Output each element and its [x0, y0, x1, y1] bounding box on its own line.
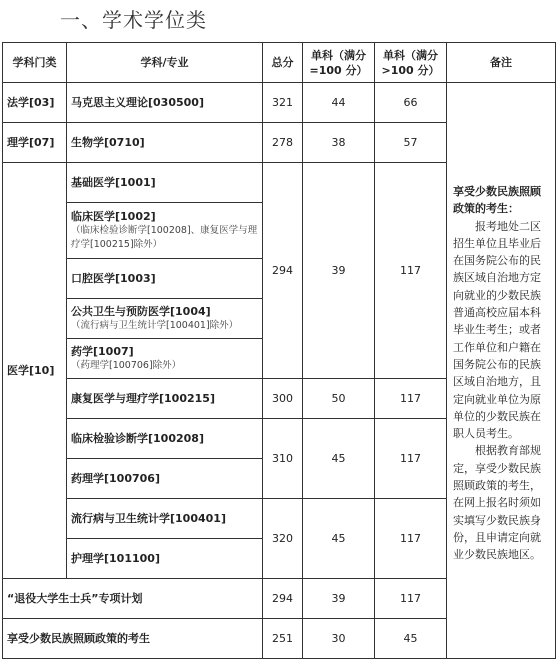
- total-score: 251: [263, 619, 303, 659]
- subject-clinical-lab: 临床检验诊断学[100208]: [67, 419, 263, 459]
- header-category: 学科门类: [3, 43, 67, 83]
- single-100-score: 44: [303, 83, 375, 123]
- subject-marxism: 马克思主义理论[030500]: [67, 83, 263, 123]
- single-100plus-score: 117: [375, 499, 447, 579]
- subject-exclusion-note: （药理学[100706]除外）: [71, 360, 182, 371]
- section-heading: 一、学术学位类: [60, 8, 207, 32]
- header-single-100plus: [375, 43, 447, 83]
- remark-paragraph-1: 报考地处二区招生单位且毕业后在国务院公布的民族区域自治地方定向就业的少数民族普通高校应届本科毕业生考生；或者工作单位和户籍在国务院公布的民族区域自治地方，且定向就业单位为原单位的少数民族在职人员考生。: [453, 219, 541, 441]
- total-score: 321: [263, 83, 303, 123]
- subject-label: 药学[1007]: [71, 345, 134, 358]
- category-law: 法学[03]: [3, 83, 67, 123]
- table-row: [3, 83, 556, 123]
- single-100-score: 45: [303, 419, 375, 499]
- single-100-score: 38: [303, 123, 375, 163]
- single-100plus-score: 117: [375, 379, 447, 419]
- single-100-score: 50: [303, 379, 375, 419]
- header-single-100plus-line1: 单科（满分: [383, 48, 438, 62]
- single-100-score: 39: [303, 163, 375, 379]
- minority-candidates: 享受少数民族照顾政策的考生: [3, 619, 263, 659]
- total-score: 300: [263, 379, 303, 419]
- header-single-100plus-line2: >100 分）: [381, 63, 440, 77]
- score-table: [2, 42, 556, 659]
- single-100plus-score: 117: [375, 579, 447, 619]
- header-remark: 备注: [447, 43, 556, 83]
- category-science: 理学[07]: [3, 123, 67, 163]
- single-100plus-score: 66: [375, 83, 447, 123]
- subject-label: 公共卫生与预防医学[1004]: [71, 305, 211, 318]
- subject-biology: 生物学[0710]: [67, 123, 263, 163]
- subject-stomatology: 口腔医学[1003]: [67, 259, 263, 299]
- single-100plus-score: 57: [375, 123, 447, 163]
- subject-pharmacology: 药理学[100706]: [67, 459, 263, 499]
- category-medicine: 医学[10]: [3, 163, 67, 579]
- subject-nursing: 护理学[101100]: [67, 539, 263, 579]
- subject-clinical-medicine: [67, 203, 263, 259]
- total-score: 294: [263, 163, 303, 379]
- remark-paragraph-2: 根据教育部规定，享受少数民族照顾政策的考生，在网上报名时须如实填写少数民族身份，且申请定向就业少数民族地区。: [453, 444, 541, 562]
- subject-label: 临床医学[1002]: [71, 210, 156, 223]
- veteran-plan: “退役大学生士兵”专项计划: [3, 579, 263, 619]
- subject-basic-medicine: 基础医学[1001]: [67, 163, 263, 203]
- subject-exclusion-note: （流行病与卫生统计学[100401]除外）: [71, 320, 239, 331]
- single-100-score: 30: [303, 619, 375, 659]
- header-subject: 学科/专业: [67, 43, 263, 83]
- total-score: 320: [263, 499, 303, 579]
- single-100plus-score: 117: [375, 419, 447, 499]
- subject-rehabilitation: 康复医学与理疗学[100215]: [67, 379, 263, 419]
- subject-public-health: [67, 299, 263, 339]
- header-single-100: [303, 43, 375, 83]
- single-100-score: 45: [303, 499, 375, 579]
- single-100plus-score: 45: [375, 619, 447, 659]
- single-100plus-score: 117: [375, 163, 447, 379]
- subject-pharmacy: [67, 339, 263, 379]
- total-score: 278: [263, 123, 303, 163]
- header-single-100-line1: 单科（满分: [311, 48, 366, 62]
- total-score: 294: [263, 579, 303, 619]
- subject-exclusion-note: （临床检验诊断学[100208]、康复医学与理疗学[100215]除外）: [71, 225, 258, 250]
- header-single-100-line2: =100 分）: [309, 63, 368, 77]
- total-score: 310: [263, 419, 303, 499]
- remark-title: 享受少数民族照顾政策的考生：: [453, 185, 541, 216]
- remark-cell: [447, 83, 556, 659]
- subject-epidemiology: 流行病与卫生统计学[100401]: [67, 499, 263, 539]
- single-100-score: 39: [303, 579, 375, 619]
- header-row: [3, 43, 556, 83]
- header-total: 总分: [263, 43, 303, 83]
